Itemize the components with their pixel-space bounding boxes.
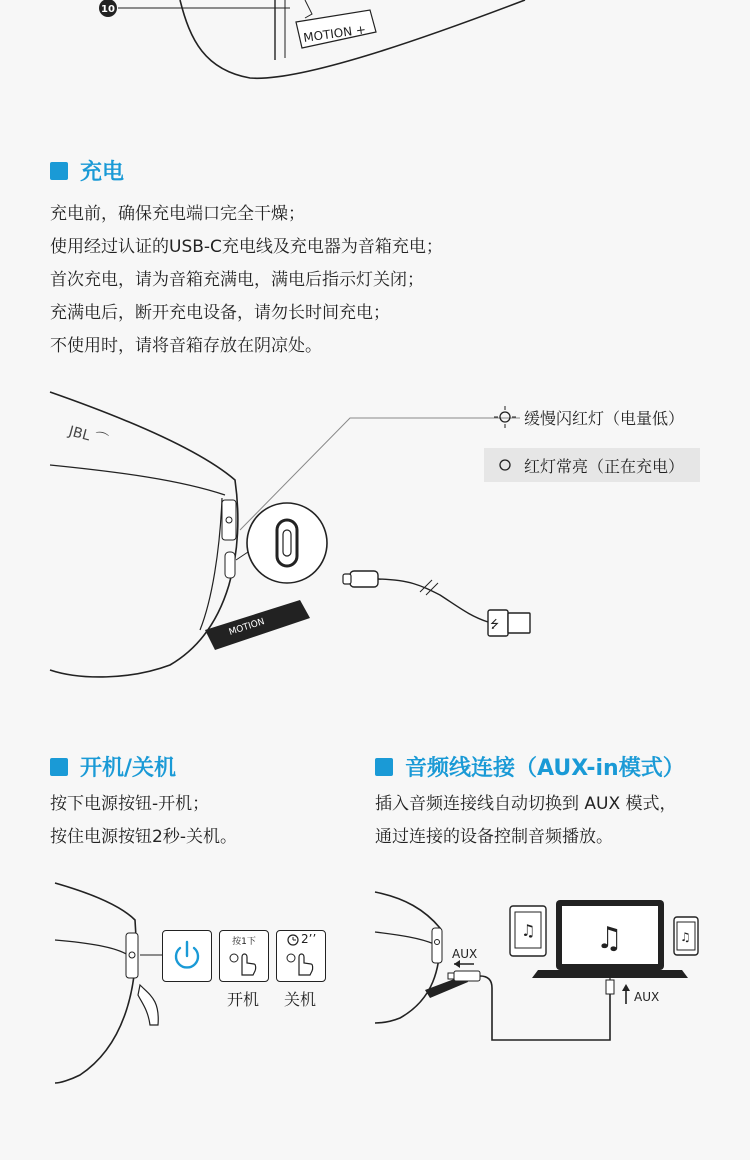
aux-line: 通过连接的设备控制音频播放。 (375, 827, 613, 847)
charging-title-text: 充电 (80, 160, 125, 185)
power-instructions (50, 788, 237, 854)
legend-label: 红灯常亮（正在充电） (524, 456, 685, 476)
charging-title (50, 155, 124, 186)
legend-charging (484, 448, 700, 482)
aux-instructions (375, 788, 677, 854)
charging-instructions (50, 198, 443, 363)
press-once-label: 按1下 (232, 937, 256, 947)
aux-illustration (370, 880, 750, 1050)
section-marker-icon (50, 162, 68, 180)
hold-illustration (276, 930, 326, 982)
aux-out-label: AUX (634, 990, 660, 1004)
steady-light-icon (488, 453, 522, 477)
power-off-caption: 关机 (284, 990, 317, 1009)
charging-line: 充满电后，断开充电设备，请勿长时间充电； (50, 303, 390, 323)
charging-line: 首次充电，请为音箱充满电，满电后指示灯关闭； (50, 270, 424, 290)
section-marker-icon (375, 758, 393, 776)
hold-duration-label: 2’’ (301, 932, 317, 946)
svg-text:JBL ⌒: JBL ⌒ (66, 423, 110, 450)
charging-line: 充电前，确保充电端口完全干燥； (50, 204, 305, 224)
power-line: 按下电源按钮-开机； (50, 794, 210, 814)
svg-text:⭍: ⭍ (490, 618, 500, 631)
legend-label: 缓慢闪红灯（电量低） (524, 408, 685, 428)
section-marker-icon (50, 758, 68, 776)
aux-title (375, 751, 685, 782)
svg-text:MOTION: MOTION (227, 616, 266, 638)
charging-line: 使用经过认证的USB-C充电线及充电器为音箱充电； (50, 237, 443, 257)
svg-text:♫: ♫ (521, 921, 536, 940)
power-title-text: 开机/关机 (80, 756, 177, 781)
power-on-caption: 开机 (227, 990, 260, 1009)
svg-text:♫: ♫ (596, 921, 623, 956)
speaker-top-illustration (0, 0, 750, 95)
power-icon (163, 931, 211, 981)
aux-title-text: 音频线连接（AUX-in模式） (405, 756, 685, 781)
blinking-light-icon (488, 405, 522, 429)
press-hand-icon (220, 931, 268, 981)
legend-low-battery (484, 401, 700, 433)
svg-text:♫: ♫ (680, 930, 691, 944)
power-line: 按住电源按钮2秒-关机。 (50, 827, 237, 847)
press-once-illustration (219, 930, 269, 982)
power-title (50, 751, 176, 782)
motion-label: MOTION + (302, 22, 367, 45)
aux-line: 插入音频连接线自动切换到 AUX 模式， (375, 794, 677, 814)
power-button-illustration (162, 930, 212, 982)
aux-in-label: AUX (452, 947, 478, 961)
callout-badge: 10 (101, 4, 115, 15)
charging-line: 不使用时，请将音箱存放在阴凉处。 (50, 336, 322, 356)
